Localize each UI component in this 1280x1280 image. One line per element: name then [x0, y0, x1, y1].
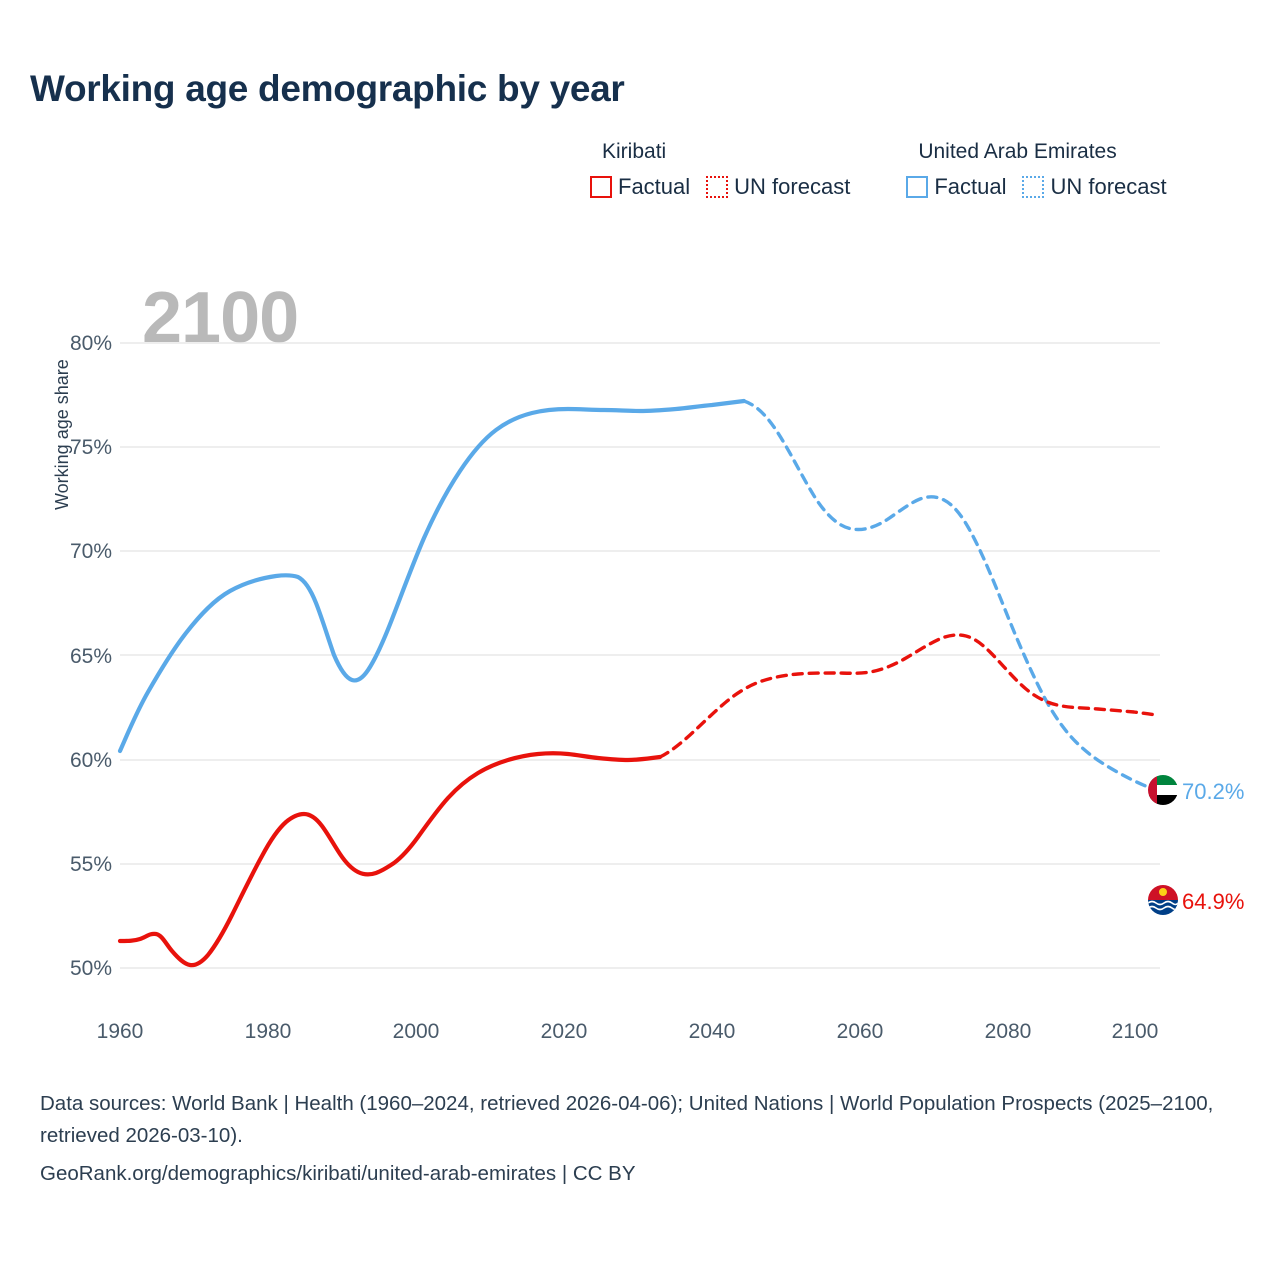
x-tick-label: 2020: [540, 1020, 588, 1043]
x-tick-label: 1980: [244, 1020, 292, 1043]
y-tick-label: 55%: [69, 853, 112, 876]
end-label-uae: 70.2%: [1182, 779, 1245, 804]
legend-label-uae-forecast: UN forecast: [1050, 174, 1167, 199]
y-axis-label: Working age share: [52, 359, 72, 510]
legend-swatch-dotted-icon: [1022, 176, 1044, 198]
x-tick-label: 2100: [1111, 1020, 1159, 1043]
legend-item-kiribati-forecast[interactable]: [706, 174, 850, 200]
chart-area: [0, 255, 1280, 1065]
y-tick-label: 80%: [69, 332, 112, 355]
legend-item-kiribati-factual[interactable]: [590, 174, 690, 200]
legend-item-uae-forecast[interactable]: [1022, 174, 1166, 200]
y-tick-label: 70%: [69, 540, 112, 563]
legend-country-kiribati: Kiribati: [602, 140, 667, 163]
y-tick-label: 60%: [69, 749, 112, 772]
chart-legend: [590, 140, 1260, 200]
y-tick-label: 65%: [69, 645, 112, 668]
legend-swatch-solid-icon: [906, 176, 928, 198]
legend-swatch-solid-icon: [590, 176, 612, 198]
legend-items-kiribati: [590, 174, 850, 200]
legend-item-uae-factual[interactable]: [906, 174, 1006, 200]
series-line-uae-forecast: [744, 401, 1156, 790]
watermark-year: 2100: [142, 278, 299, 358]
legend-label-kiribati-factual: Factual: [618, 174, 691, 199]
gridlines: [120, 343, 1160, 968]
legend-items-united-arab-emirates: [906, 174, 1166, 200]
flag-united-arab-emirates-icon: [1148, 775, 1178, 805]
legend-group-united-arab-emirates: [906, 140, 1166, 200]
end-label-kiribati: 64.9%: [1182, 889, 1245, 914]
y-tick-label: 75%: [69, 436, 112, 459]
footer-attribution: GeoRank.org/demographics/kiribati/united-arab-emirates | CC BY: [40, 1161, 636, 1185]
legend-label-uae-factual: Factual: [934, 174, 1007, 199]
flag-kiribati-icon: [1148, 885, 1178, 915]
x-tick-label: 2000: [392, 1020, 440, 1043]
footer: [40, 1088, 1240, 1189]
legend-label-kiribati-forecast: UN forecast: [734, 174, 851, 199]
x-tick-label: 2060: [836, 1020, 884, 1043]
chart-plot: [0, 255, 1280, 1065]
series-line-uae-factual: [120, 401, 744, 751]
legend-group-kiribati: [590, 140, 850, 200]
legend-country-united-arab-emirates: United Arab Emirates: [918, 140, 1117, 163]
x-tick-label: 2080: [984, 1020, 1032, 1043]
footer-data-sources: Data sources: World Bank | Health (1960–2024, retrieved 2026-04-06); United Nations | World Population Prospects (2025–2100, retrieved 2026-03-10).: [40, 1092, 1214, 1147]
legend-swatch-dotted-icon: [706, 176, 728, 198]
x-tick-label: 2040: [688, 1020, 736, 1043]
y-tick-label: 50%: [69, 957, 112, 980]
series-line-kiribati-forecast: [660, 635, 1156, 757]
x-tick-label: 1960: [96, 1020, 144, 1043]
series-line-kiribati-factual: [120, 753, 660, 965]
page-title: Working age demographic by year: [30, 68, 625, 109]
